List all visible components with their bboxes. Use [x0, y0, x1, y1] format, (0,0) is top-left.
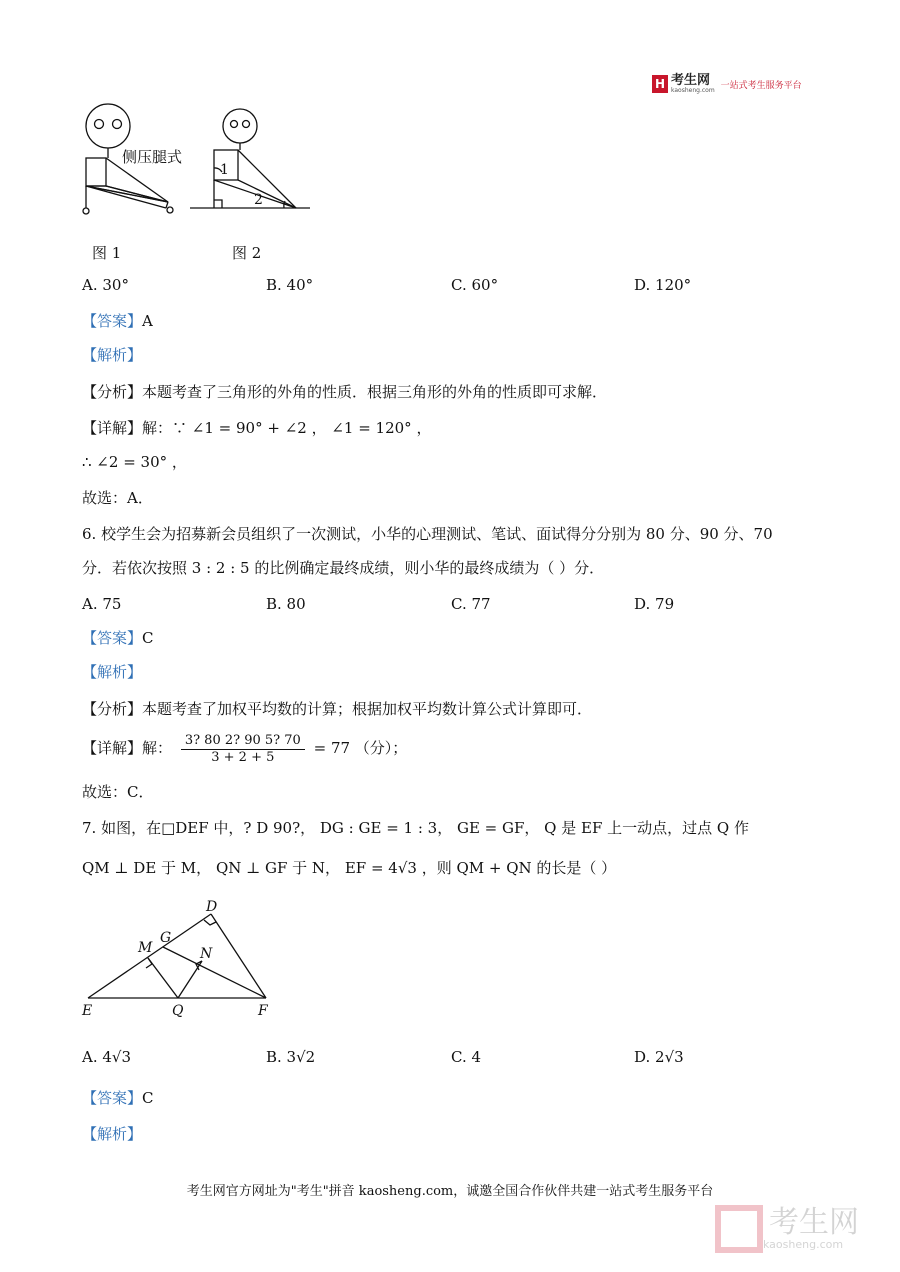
q5-option-d: D. 120° — [634, 276, 692, 294]
q5-option-a: A. 30° — [82, 276, 129, 294]
q6-detail-tag: 【详解】 — [82, 739, 143, 757]
q5-analysis-tag: 【解析】 — [82, 346, 143, 364]
q7-triangle-diagram — [78, 898, 288, 1020]
q7-stem-line1: 7. 如图，在□DEF 中，? D 90?， DG : GE = 1 : 3， GE = GF， Q 是 EF 上一动点，过点 Q 作 — [82, 819, 749, 837]
watermark-url: kaosheng.com — [763, 1237, 844, 1251]
q5-fenxi — [82, 382, 607, 402]
q5-answer-value: A — [142, 312, 153, 330]
q6-option-b: B. 80 — [266, 595, 306, 613]
q6-fenxi — [82, 699, 592, 719]
watermark-name: 考生网 — [769, 1204, 859, 1240]
logo-mark-icon: H — [652, 75, 668, 93]
q7-option-a: A. 4√3 — [82, 1048, 132, 1066]
q6-answer — [82, 628, 154, 648]
q7-option-d: D. 2√3 — [634, 1048, 684, 1066]
logo-name: 考生网 — [671, 73, 711, 88]
q7-answer-value: C — [142, 1089, 154, 1107]
q6-fraction-numerator: 3? 80 2? 90 5? 70 — [181, 733, 305, 750]
q7-stem-line2: QM ⊥ DE 于 M， QN ⊥ GF 于 N， EF = 4√3 ，则 QM + QN 的长是（ ） — [82, 859, 617, 877]
q5-conclusion: 故选：A． — [82, 489, 153, 507]
figure1-label: 侧压腿式 — [122, 148, 183, 166]
q6-fraction-denominator: 3 + 2 + 5 — [211, 749, 275, 765]
q5-fenxi-tag: 【分析】 — [82, 383, 143, 401]
point-q-label: Q — [172, 1003, 184, 1019]
q5-step2: ∴ ∠2 = 30° ， — [82, 453, 187, 471]
q6-option-d: D. 79 — [634, 595, 675, 613]
point-d-label: D — [206, 899, 218, 915]
q7-option-c: C. 4 — [451, 1048, 482, 1066]
q6-fenxi-text: 本题考查了加权平均数的计算；根据加权平均数计算公式计算即可． — [142, 700, 593, 718]
q6-option-a: A. 75 — [82, 595, 122, 613]
q5-fenxi-text: 本题考查了三角形的外角的性质．根据三角形的外角的性质即可求解． — [142, 383, 608, 401]
q5-detail — [82, 418, 431, 438]
figure-stretch-diagram — [70, 100, 330, 225]
q5-detail-text: 解：∵ ∠1 = 90° + ∠2 ， ∠1 = 120° ， — [142, 419, 432, 437]
q7-triangle-lines — [88, 914, 266, 998]
page-footer: 考生网官方网址为"考生"拼音 kaosheng.com，诚邀全国合作伙伴共建一站式考生服务平台 — [186, 1184, 714, 1199]
q7-answer-tag: 【答案】 — [82, 1089, 143, 1107]
q7-analysis-tag: 【解析】 — [82, 1125, 143, 1143]
q6-analysis-heading — [82, 662, 142, 682]
q6-fraction — [181, 733, 305, 766]
q6-answer-value: C — [142, 629, 154, 647]
q7-option-b: B. 3√2 — [266, 1048, 316, 1066]
q5-analysis-heading — [82, 345, 142, 365]
q6-answer-tag: 【答案】 — [82, 629, 143, 647]
figure2-drawing — [190, 109, 310, 208]
q5-answer-tag: 【答案】 — [82, 312, 143, 330]
angle2-label: 2 — [254, 192, 263, 208]
q7-analysis-heading — [82, 1124, 142, 1144]
point-f-label: F — [258, 1003, 268, 1019]
figure2-caption: 图 2 — [232, 244, 262, 262]
watermark-mark-icon — [715, 1205, 763, 1253]
logo-text-group — [668, 74, 715, 94]
q6-stem-line1: 6. 校学生会为招募新会员组织了一次测试，小华的心理测试、笔试、面试得分分别为 80 分、90 分、70 — [82, 525, 773, 543]
header-slogan: 一站式考生服务平台 — [720, 80, 802, 91]
logo-url: kaosheng.com — [671, 87, 715, 94]
point-n-label: N — [200, 946, 213, 962]
watermark-text-group — [763, 1204, 859, 1251]
q6-conclusion: 故选：C． — [82, 783, 154, 801]
header-logo — [652, 74, 802, 94]
q6-fenxi-tag: 【分析】 — [82, 700, 143, 718]
q6-detail-suffix: = 77 （分）； — [313, 739, 408, 757]
figure1-caption: 图 1 — [92, 244, 122, 262]
q6-detail — [82, 730, 407, 766]
point-e-label: E — [82, 1003, 93, 1019]
watermark-logo — [715, 1205, 859, 1253]
q6-detail-prefix: 解： — [142, 739, 173, 757]
q6-option-c: C. 77 — [451, 595, 491, 613]
q6-analysis-tag: 【解析】 — [82, 663, 143, 681]
q5-detail-tag: 【详解】 — [82, 419, 143, 437]
point-g-label: G — [160, 930, 172, 946]
q5-answer — [82, 311, 153, 331]
q7-answer — [82, 1088, 154, 1108]
angle1-label: 1 — [220, 162, 229, 178]
point-m-label: M — [138, 940, 153, 956]
q5-option-b: B. 40° — [266, 276, 314, 294]
q5-option-c: C. 60° — [451, 276, 499, 294]
q6-stem-line2: 分．若依次按照 3 : 2 : 5 的比例确定最终成绩，则小华的最终成绩为（ ）分． — [82, 559, 605, 577]
